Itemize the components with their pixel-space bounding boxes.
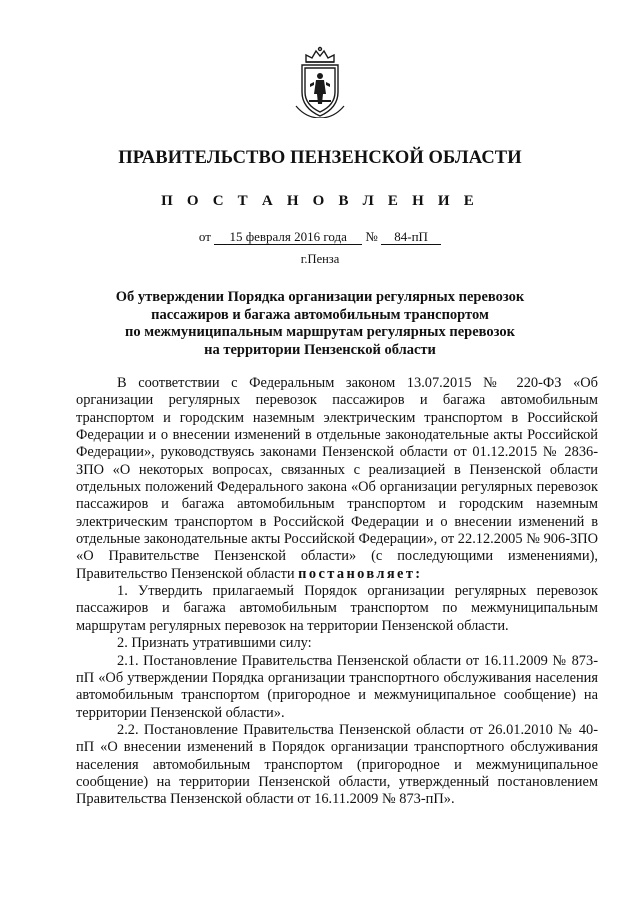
date-number-line xyxy=(0,229,640,245)
item-2-2-paragraph: 2.2. Постановление Правительства Пензенской области от 26.01.2010 № 40-пП «О внесении изменений в Порядок организации транспортного обслуживания населения автомобильным транспортом (пригородное и межмуниципальное сообщение) на территории Пензенской области, утвержденный постановлением Правительства Пензенской области от 16.11.2009 № 873-пП». xyxy=(76,721,598,808)
date-prefix: от xyxy=(198,229,211,244)
document-body xyxy=(76,375,598,809)
document-date: 15 февраля 2016 года xyxy=(214,230,362,245)
subject-line: Об утверждении Порядка организации регулярных перевозок xyxy=(115,289,525,305)
government-title: ПРАВИТЕЛЬСТВО ПЕНЗЕНСКОЙ ОБЛАСТИ xyxy=(118,148,522,168)
document-number: 84-пП xyxy=(381,230,441,245)
item-1-paragraph: 1. Утвердить прилагаемый Порядок организации регулярных перевозок пассажиров и багажа автомобильным транспортом по межмуниципальным маршрутам регулярных перевозок на территории Пензенской области. xyxy=(76,583,598,634)
city: г.Пенза xyxy=(300,252,340,266)
subject-line: на территории Пензенской области xyxy=(204,341,436,358)
document-subject xyxy=(60,289,580,359)
item-2-paragraph: 2. Признать утратившими силу: xyxy=(117,635,312,652)
document-type: П О С Т А Н О В Л Е Н И Е xyxy=(161,193,479,209)
subject-line: по межмуниципальным маршрутам регулярных перевозок xyxy=(124,324,515,341)
preamble-paragraph xyxy=(76,375,598,583)
number-prefix: № xyxy=(365,229,378,244)
subject-line: пассажиров и багажа автомобильным транспортом xyxy=(151,306,489,323)
preamble-text: В соответствии с Федеральным законом 13.07.2015 № 220-ФЗ «Об организации регулярных перевозок пассажиров и багажа автомобильным транспортом и городским наземным электрическим транспортом в Российской Федерации и о внесении изменений в отдельные законодательные акты Российской Федерации», руководствуясь законами Пензенской области от 01.12.2015 № 2836-ЗПО «О некоторых вопросах, связанных с реализацией в Пензенской области отдельных положений Федерального закона «Об организации регулярных перевозок пассажиров и багажа автомобильным транспортом и городским наземным электрическим транспортом в Российской Федерации и о внесении изменений в отдельные законодательные акты Российской Федерации», от 22.12.2005 № 906-ЗПО «О Правительстве Пензенской области» (с последующими изменениями), Правительство Пензенской области xyxy=(76,375,598,582)
coat-of-arms-icon xyxy=(292,46,348,118)
item-2-1-paragraph: 2.1. Постановление Правительства Пензенской области от 16.11.2009 № 873-пП «Об утверждении Порядка организации транспортного обслуживания населения автомобильным транспортом (пригородное и межмуниципальное сообщение) на территории Пензенской области». xyxy=(76,652,598,721)
resolves-word: постановляет: xyxy=(298,565,423,582)
